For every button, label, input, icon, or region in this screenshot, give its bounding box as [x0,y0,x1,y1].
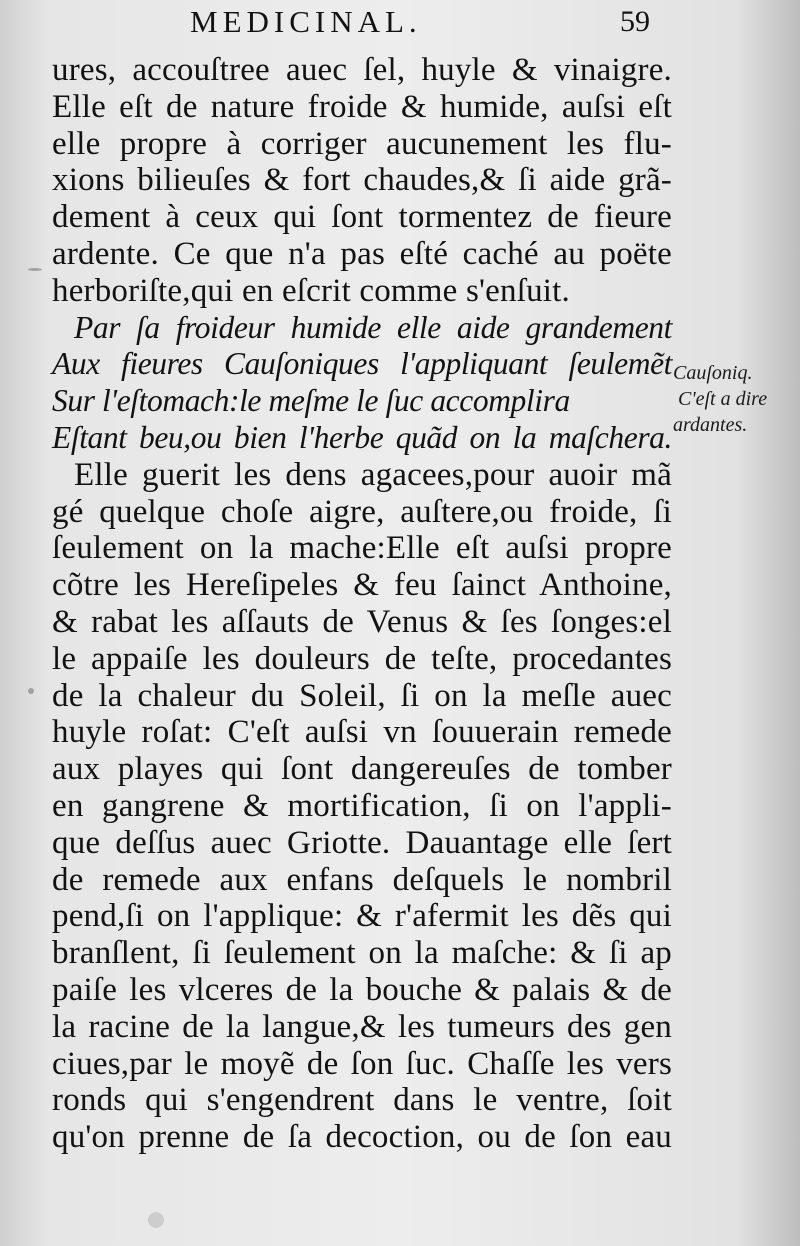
text-line-18: que deſſus auec Griotte. Dauantage elle ſert [52,824,672,861]
verse-line-3: Sur l'eſtomach:le meſme le ſuc accomplira [52,383,570,419]
text-line-14: de la chaleur du Soleil, ſi on la meſle auec [52,677,672,714]
verse-line-4: Eſtant beu,ou bien l'herbe quãd on la maſchera. [52,419,672,455]
text-line-2: Elle eſt de nature froide & humide, auſsi eſt [52,88,672,125]
text-line-26: qu'on prenne de ſa decoction, ou de ſon eau [52,1119,672,1156]
text-line-24: ciues,par le moyẽ de ſon ſuc. Chaſſe les vers [52,1045,672,1082]
verse-line-1: Par ſa froideur humide elle aide grandement [74,309,672,345]
text-line-21: branſlent, ſi ſeulement on la maſche: & ſi ap [52,935,672,972]
text-line-20: pend,ſi on l'applique: & r'afermit les dẽs qui [52,898,672,935]
text-line-1: ures, accouſtree auec ſel, huyle & vinaigre. [52,52,672,88]
margin-note-line-1: Cauſoniq. [673,362,753,384]
text-line-13: le appaiſe les douleurs de teſte, procedantes [52,640,672,677]
text-line-17: en gangrene & mortification, ſi on l'appli- [52,787,672,824]
text-line-22: paiſe les vlceres de la bouche & palais & de [52,971,672,1008]
text-line-6: ardente. Ce que n'a pas eſté caché au poëte [52,235,672,272]
text-line-23: la racine de la langue,& les tumeurs des gen [52,1008,672,1045]
page-header [0,4,800,40]
verse-line-2: Aux fieures Cauſoniques l'appliquant ſeulemẽt [52,346,672,382]
main-text [52,52,672,1156]
margin-note [673,360,795,438]
text-line-9: gé quelque choſe aigre, auſtere,ou froide, ſi [52,493,672,530]
page-number: 59 [620,5,650,38]
text-line-16: aux playes qui ſont dangereuſes de tomber [52,751,672,788]
text-line-3: elle propre à corriger aucunement les flu- [52,125,672,162]
text-line-10: ſeulement on la mache:Elle eſt auſsi propre [52,530,672,567]
text-line-4: xions bilieuſes & fort chaudes,& ſi aide grã- [52,162,672,199]
paper-speck [28,268,42,271]
text-line-25: ronds qui s'engendrent dans le ventre, ſoit [52,1082,672,1119]
text-line-11: cõtre les Hereſipeles & feu ſainct Anthoine, [52,567,672,604]
text-line-8: Elle guerit les dens agacees,pour auoir mã [74,456,672,493]
running-head: MEDICINAL. [190,4,422,39]
paper-speck [28,688,34,694]
text-line-15: huyle roſat: C'eſt auſsi vn ſouuerain remede [52,714,672,751]
margin-note-line-3: ardantes. [673,414,748,436]
margin-note-line-2: C'eſt a dire [678,388,768,410]
text-line-19: de remede aux enfans deſquels le nombril [52,861,672,898]
text-line-5: dement à ceux qui ſont tormentez de fieure [52,199,672,236]
text-line-7: herboriſte,qui en eſcrit comme s'enſuit. [52,272,570,309]
paper-speck [148,1212,164,1228]
text-line-12: & rabat les aſſauts de Venus & ſes ſonges:el [52,603,672,640]
